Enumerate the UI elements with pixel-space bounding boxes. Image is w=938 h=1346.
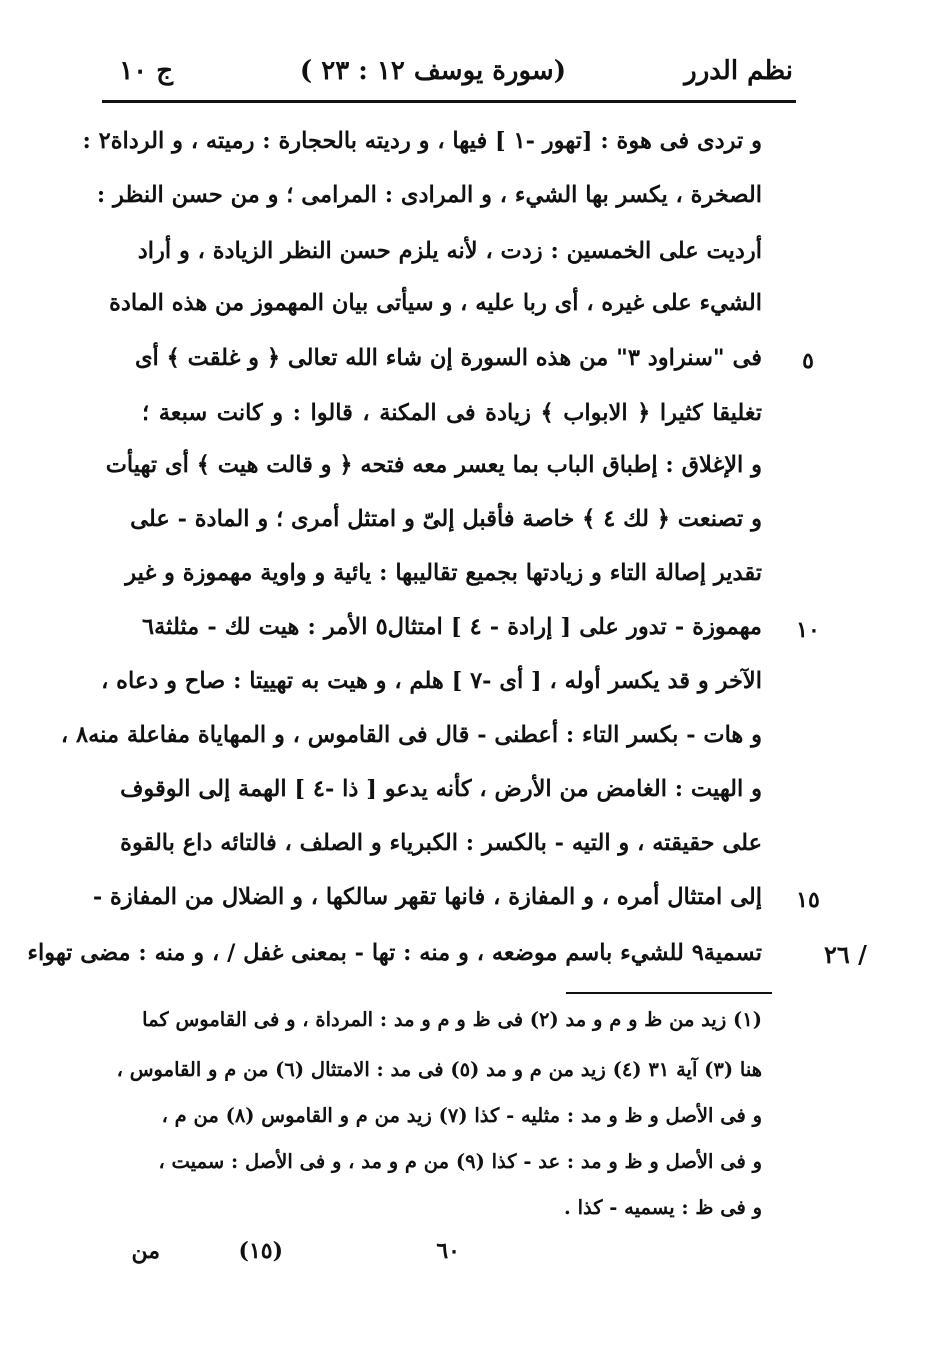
text-line: الآخر و قد يكسر أوله ، [ أى -٧ ] هلم ، و هيت به تهييتا : صاح و دعاه ، <box>101 668 762 694</box>
footnote-line: و فى الأصل و ظ و مد : عد - كذا (٩) من م و مد ، و فى الأصل : سميت ، <box>158 1150 762 1173</box>
text-line: و الهيت : الغامض من الأرض ، كأنه يدعو [ ذا -٤ ] الهمة إلى الوقوف <box>120 776 762 802</box>
header-rule <box>102 100 796 103</box>
text-line: على حقيقته ، و التيه - بالكسر : الكبرياء و الصلف ، فالتائه داع بالقوة <box>120 830 762 856</box>
text-line: تقدير إصالة التاء و زيادتها بجميع تقاليبها : يائية و واوية مهموزة و غير <box>125 560 762 586</box>
line-number-5: ٥ <box>802 348 814 374</box>
text-line: إلى امتثال أمره ، و المفازة ، فانها تقهر سالكها ، و الضلال من المفازة - <box>92 884 762 910</box>
line-number-15: ١٥ <box>796 887 820 913</box>
page-number: ٦٠ <box>436 1238 460 1264</box>
footnote-line: هنا (٣) آية ٣١ (٤) زيد من م و مد (٥) فى مد : الامتثال (٦) من م و القاموس ، <box>116 1058 762 1081</box>
text-line: الشيء على غيره ، أى ربا عليه ، و سيأتى بيان المهموز من هذه المادة <box>109 290 762 316</box>
line-number-10: ١٠ <box>796 617 820 643</box>
catchword: من <box>131 1238 160 1264</box>
footnote-rule <box>566 992 772 994</box>
text-line: و تردى فى هوة : [تهور -١ ] فيها ، و رديته بالحجارة : رميته ، و الرداة٢ : <box>82 128 762 154</box>
surah-reference: (سورة يوسف ١٢ : ٢٣ ) <box>299 56 566 86</box>
text-line: مهموزة - تدور على [ إرادة - ٤ ] امتثال٥ الأمر : هيت لك - مثلثة٦ <box>142 614 762 640</box>
text-line: تسمية٩ للشيء باسم موضعه ، و منه : تها - بمعنى غفل / ، و منه : مضى تهواء <box>27 940 762 966</box>
footnote-line: (١) زيد من ظ و م و مد (٢) فى ظ و م و مد : المرداة ، و فى القاموس كما <box>142 1008 762 1031</box>
footnote-line: و فى ظ : يسميه - كذا . <box>564 1196 762 1219</box>
text-line: أرديت على الخمسين : زدت ، لأنه يلزم حسن النظر الزيادة ، و أراد <box>137 238 762 264</box>
margin-reference: ٢٦ / <box>824 940 867 969</box>
text-line: الصخرة ، يكسر بها الشيء ، و المرادى : المرامى ؛ و من حسن النظر : <box>96 182 762 208</box>
text-line: تغليقا كثيرا ﴿ الابواب ﴾ زيادة فى المكنة ، قالوا : و كانت سبعة ؛ <box>142 400 762 426</box>
book-title: نظم الدرر <box>684 56 793 86</box>
volume-number: ج ١٠ <box>119 56 173 86</box>
text-line: و هات - بكسر التاء : أعطنى - قال فى القاموس ، و المهاياة مفاعلة منه٨ ، <box>60 722 762 748</box>
text-line: و تصنعت ﴿ لك ٤ ﴾ خاصة فأقبل إلىّ و امتثل أمرى ؛ و المادة - على <box>130 506 762 532</box>
footnote-line: و فى الأصل و ظ و مد : مثليه - كذا (٧) زيد من م و القاموس (٨) من م ، <box>161 1104 762 1127</box>
text-line: فى "سنراود ٣" من هذه السورة إن شاء الله تعالى ﴿ و غلقت ﴾ أى <box>134 345 762 371</box>
signature-mark: (١٥) <box>238 1238 283 1264</box>
text-line: و الإغلاق : إطباق الباب بما يعسر معه فتحه ﴿ و قالت هيت ﴾ أى تهيأت <box>105 452 762 478</box>
